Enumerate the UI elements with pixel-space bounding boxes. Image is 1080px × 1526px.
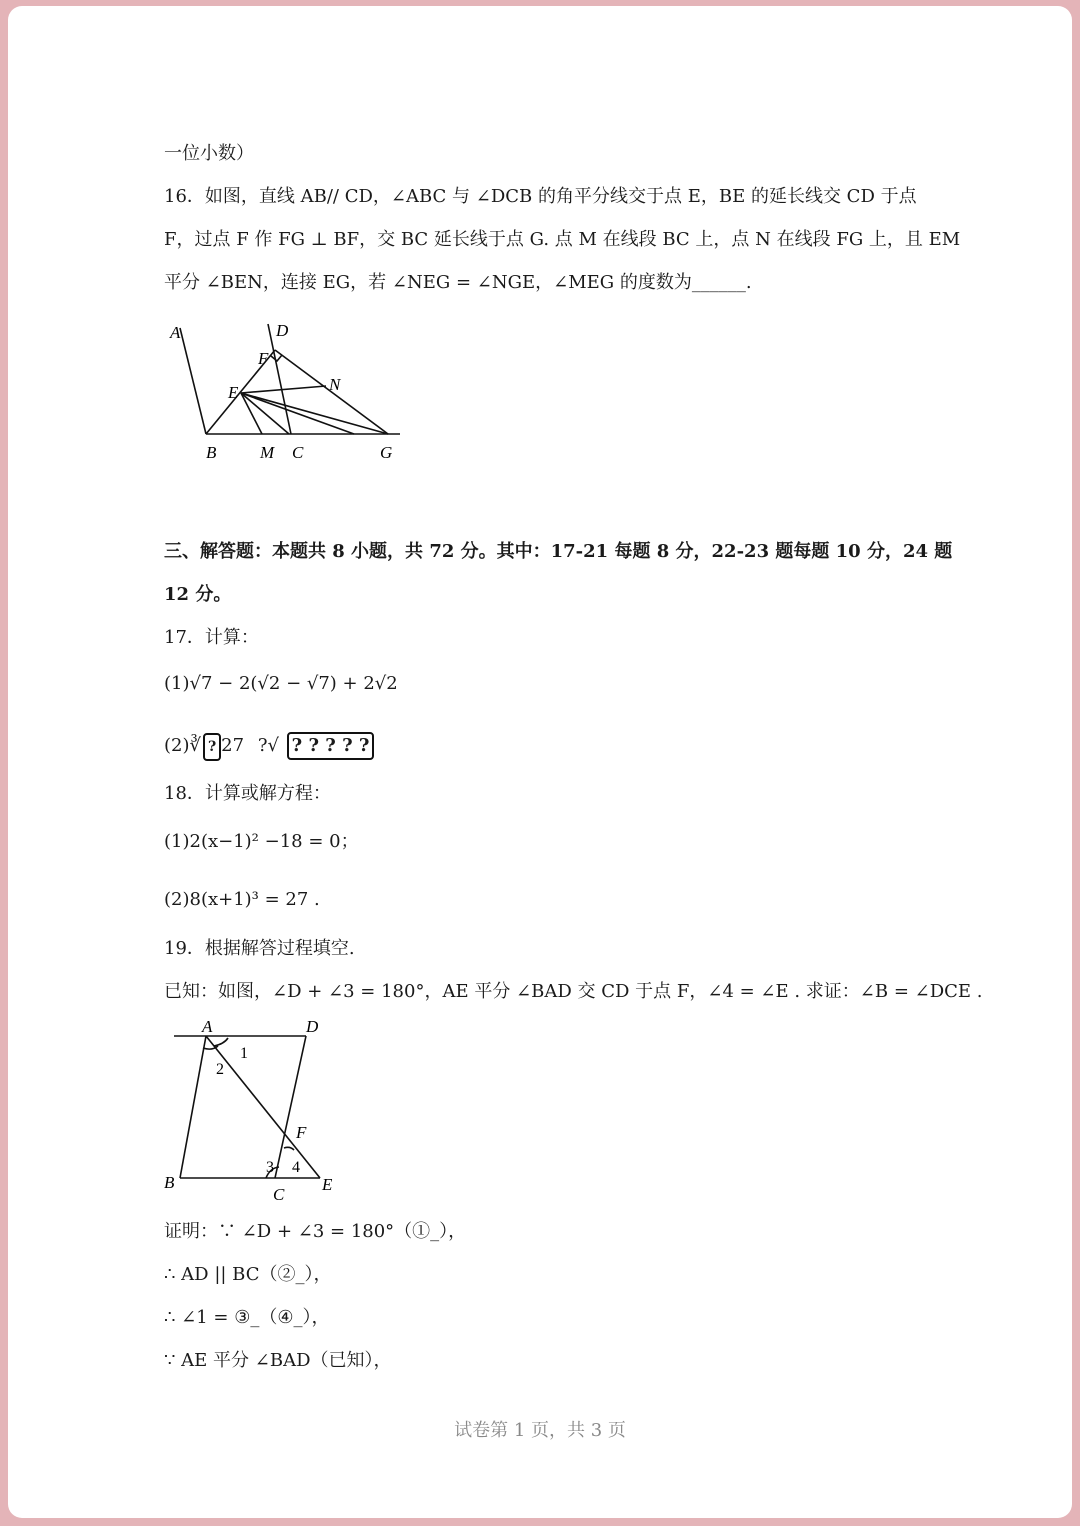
label-N: N [329,375,341,394]
label-B: B [164,1173,175,1192]
q17-part-2-sqrt: ?√ [257,735,279,756]
q17-part-2 [164,732,374,761]
q18-part-1: (1)2(x−1)² −18 = 0； [164,831,359,852]
exam-page [8,6,1072,1518]
section-3-heading-cont: 12 分。 [164,584,232,605]
q19-title: 19．根据解答过程填空. [164,938,355,959]
proof-line-3: ∴ ∠1 = ③_（④_）， [164,1307,330,1328]
label-F: F [296,1123,307,1142]
q18-part-2: (2)8(x+1)³ = 27 . [164,889,320,910]
label-E: E [322,1175,333,1194]
label-C: C [273,1185,285,1204]
missing-glyph-boxes: ? ? ? ? ? [287,732,375,760]
label-F: F [258,349,269,368]
q17-title: 17．计算： [164,627,259,648]
q17-part-2-prefix: (2)∛ [164,735,201,756]
label-C: C [292,443,304,462]
q16-line-2: F，过点 F 作 FG ⊥ BF，交 BC 延长线于点 G. 点 M 在线段 BC 上，点 N 在线段 FG 上，且 EM [164,229,961,250]
label-E: E [228,383,239,402]
q16-figure [158,316,418,466]
label-G: G [380,443,393,462]
proof-line-1: 证明：∵ ∠D + ∠3 = 180°（①_）， [164,1221,467,1242]
proof-line-4: ∵ AE 平分 ∠BAD（已知）， [164,1350,392,1371]
label-angle-3: 3 [266,1159,274,1176]
label-A: A [202,1017,213,1036]
section-3-heading: 三、解答题：本题共 8 小题，共 72 分。其中：17-21 每题 8 分，22-23 题每题 10 分，24 题 [164,541,953,562]
label-A: A [170,323,181,342]
page-footer: 试卷第 1 页，共 3 页 [454,1420,626,1441]
label-D: D [306,1017,319,1036]
label-B: B [206,443,217,462]
label-angle-2: 2 [216,1061,224,1078]
prev-question-tail: 一位小数） [164,143,254,164]
q17-part-2-value: 27 [221,735,245,756]
q16-line-3: 平分 ∠BEN，连接 EG，若 ∠NEG = ∠NGE，∠MEG 的度数为______. [164,272,752,293]
q19-figure [158,1016,358,1206]
q19-given: 已知：如图，∠D + ∠3 = 180°，AE 平分 ∠BAD 交 CD 于点 F，∠4 = ∠E . 求证：∠B = ∠DCE . [164,981,983,1002]
proof-line-2: ∴ AD || BC（②_）， [164,1264,332,1285]
q18-title: 18．计算或解方程： [164,783,331,804]
label-angle-4: 4 [292,1159,300,1176]
q16-line-1: 16．如图，直线 AB// CD，∠ABC 与 ∠DCB 的角平分线交于点 E，BE 的延长线交 CD 于点 [164,186,917,207]
label-D: D [276,321,289,340]
label-M: M [260,443,275,462]
q17-part-1: (1)√7 − 2(√2 − √7) + 2√2 [164,673,398,694]
missing-glyph-box: ? [203,733,221,761]
label-angle-1: 1 [240,1045,248,1062]
